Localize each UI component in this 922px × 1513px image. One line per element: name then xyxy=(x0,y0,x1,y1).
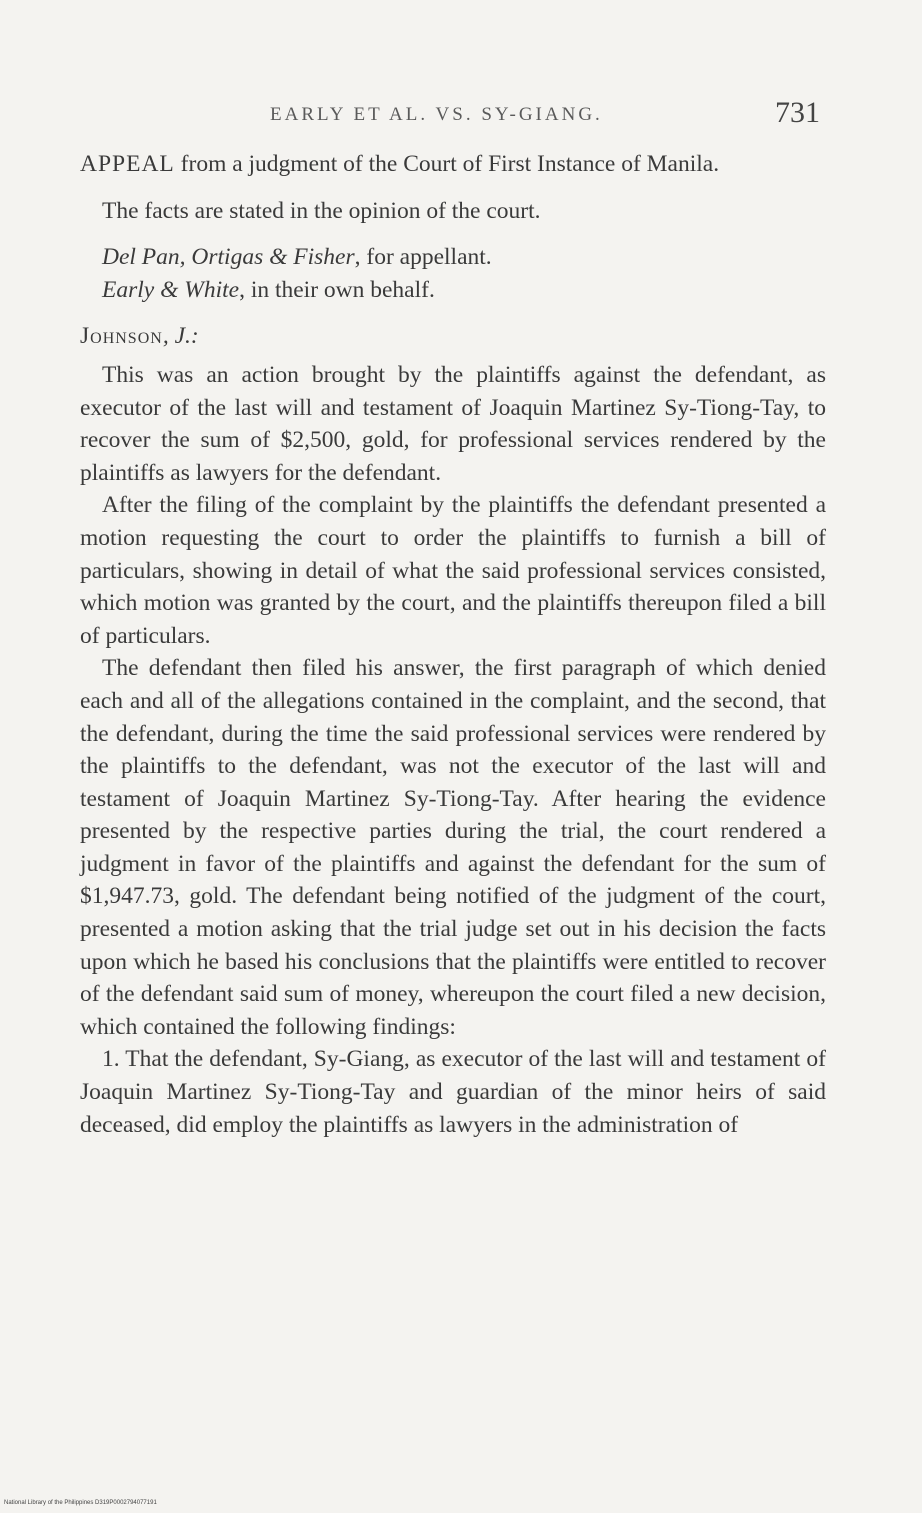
page-number: 731 xyxy=(775,96,820,129)
document-page xyxy=(80,92,826,1141)
justice-name: Johnson xyxy=(80,323,163,350)
opinion-paragraph-2: After the filing of the complaint by the plaintiffs the defendant presented a motion requesting the court to order the plaintiffs to furnish a bill of particulars, showing in detail of what the said professional services consisted, which motion was granted by the court, and the plaintiffs thereupon filed a bill of particulars. xyxy=(80,492,826,649)
scan-footer: National Library of the Philippines D319P0002794077191 xyxy=(4,1500,157,1506)
appeal-text: from a judgment of the Court of First Instance of Manila. xyxy=(174,151,720,177)
counsel-names: Del Pan, Ortigas & Fisher xyxy=(102,244,355,271)
running-head xyxy=(80,92,826,148)
appeal-lead: APPEAL xyxy=(80,151,175,177)
opinion-paragraph-3: The defendant then filed his answer, the first paragraph of which denied each and all of the allegations contained in the complaint, and the second, that the defendant, during the time the said professional services were rendered by the plaintiffs to the defendant, was not the executor of the last will and testament of Joaquin Martinez Sy-Tiong-Tay. After hearing the evidence presented by the respective parties during the trial, the court rendered a judgment in favor of the plaintiffs and against the defendant for the sum of $1,947.73, gold. The defendant being notified of the judgment of the court, presented a motion asking that the trial judge set out in his decision the facts upon which he based his conclusions that the plaintiffs were entitled to recover of the defendant said sum of money, whereupon the court filed a new decision, which contained the following findings: xyxy=(80,655,826,1040)
counsel-role: , in their own behalf. xyxy=(239,276,435,303)
appeal-statement xyxy=(80,148,826,181)
finding-1: 1. That the defendant, Sy-Giang, as executor of the last will and testament of Joaquin Martinez Sy-Tiong-Tay and guardian of the minor heirs of said deceased, did employ the plaintiffs as lawyers in the administration of xyxy=(80,1046,826,1138)
justice-suffix: , J.: xyxy=(162,323,199,350)
counsel-list xyxy=(80,241,826,306)
counsel-appellee xyxy=(80,274,826,307)
running-title: EARLY ET AL. VS. SY-GIANG. xyxy=(270,104,603,125)
justice-heading xyxy=(80,320,826,353)
counsel-names: Early & White xyxy=(102,276,240,303)
counsel-appellant xyxy=(80,241,826,274)
facts-statement: The facts are stated in the opinion of the court. xyxy=(102,197,541,224)
opinion-paragraph-1: This was an action brought by the plaintiffs against the defendant, as executor of the last will and testament of Joaquin Martinez Sy-Tiong-Tay, to recover the sum of $2,500, gold, for professional services rendered by the plaintiffs as lawyers for the defendant. xyxy=(80,361,826,486)
counsel-role: , for appellant. xyxy=(354,244,492,271)
